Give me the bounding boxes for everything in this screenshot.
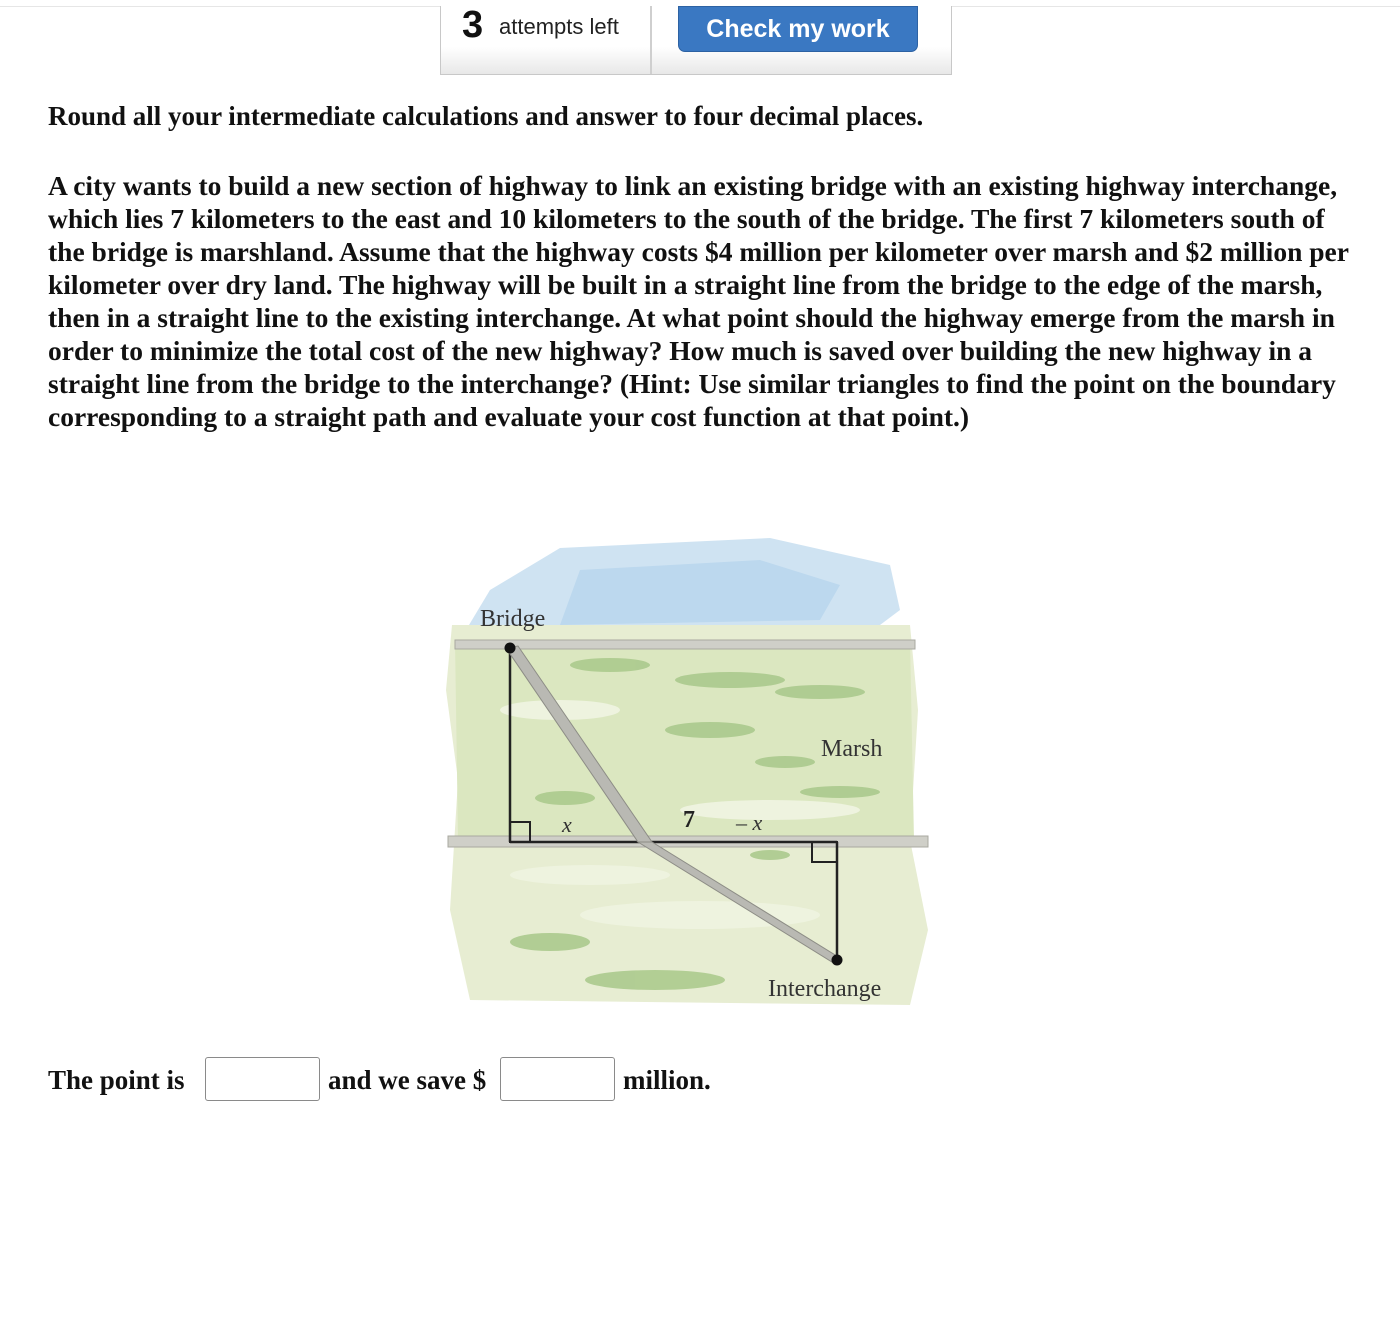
- problem-statement: A city wants to build a new section of highway to link an existing bridge with an existing highway interchange, which lies 7 kilometers to the east and 10 kilometers to the south of the bridge. The first 7 kilometers south of the bridge is marshland. Assume that the highway costs $4 million per kilometer over marsh and $2 million per kilometer over dry land. The highway will be built in a straight line from the bridge to the edge of the marsh, then in a straight line to the existing interchange. At what point should the highway emerge from the marsh in order to minimize the total cost of the new highway? How much is saved over building the new highway in a straight line from the bridge to the interchange? (Hint: Use similar triangles to find the point on the boundary corresponding to a straight path and evaluate your cost function at that point.): [48, 170, 1349, 432]
- check-button-container: [652, 6, 951, 74]
- minus-x-label: – x: [736, 810, 763, 835]
- x-label: x: [562, 812, 572, 837]
- rounding-instruction: Round all your intermediate calculations and answer to four decimal places.: [48, 101, 924, 131]
- interchange-point: [832, 955, 843, 966]
- point-answer-input[interactable]: [205, 1057, 320, 1101]
- attempts-label: attempts left: [499, 14, 619, 39]
- savings-answer-input[interactable]: [500, 1057, 615, 1101]
- north-road: [455, 640, 915, 649]
- save-label: and we save $: [328, 1065, 487, 1095]
- check-my-work-button[interactable]: Check my work: [678, 6, 918, 52]
- bridge-label: Bridge: [480, 606, 546, 632]
- bridge-point: [505, 643, 516, 654]
- figure-illustration: [440, 530, 940, 1020]
- point-label: The point is: [48, 1065, 185, 1095]
- interchange-label: Interchange: [768, 976, 882, 1002]
- million-label: million.: [623, 1065, 711, 1095]
- attempts-count: 3: [462, 4, 484, 46]
- seven-label: 7: [683, 807, 695, 833]
- highway-marsh-figure: [440, 530, 940, 1020]
- assignment-toolbar: [440, 6, 952, 75]
- attempts-indicator: [441, 6, 652, 74]
- marsh-label: Marsh: [821, 736, 883, 762]
